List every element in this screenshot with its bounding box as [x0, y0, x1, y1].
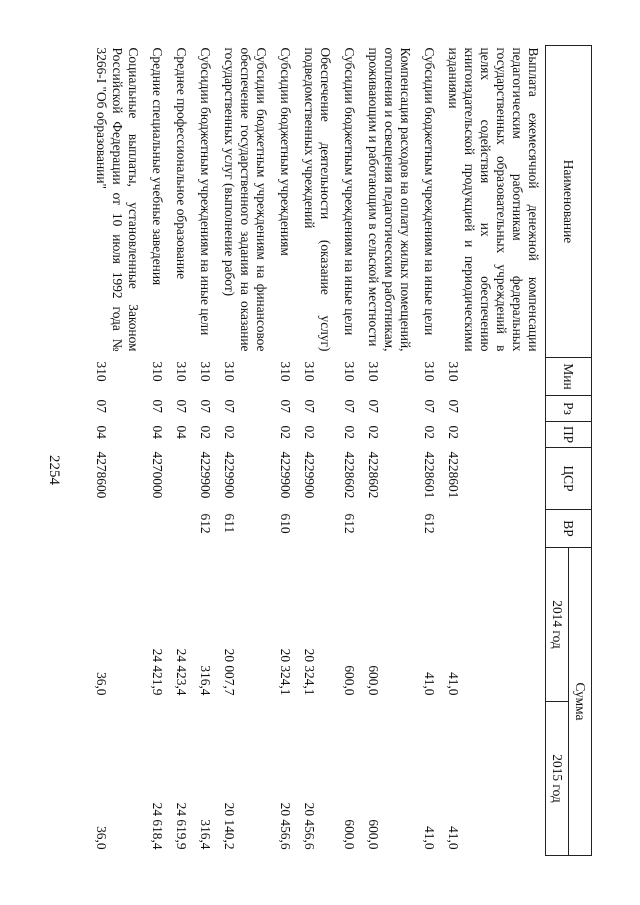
cell-vr: 612	[422, 513, 437, 534]
cell-vr: 612	[342, 513, 357, 534]
cell-rz: 07	[278, 399, 293, 413]
header-csr: ЦСР	[546, 448, 592, 510]
cell-vr	[361, 510, 417, 548]
cell-csr: 4229900	[278, 451, 293, 499]
cell-pr: 02	[278, 425, 293, 439]
cell-csr: 4278600	[94, 451, 109, 499]
cell-min: 310	[150, 361, 165, 382]
cell-pr: 02	[366, 425, 381, 439]
table-row	[337, 46, 361, 856]
table-body	[89, 46, 546, 856]
cell-pr: 04	[150, 425, 165, 439]
cell-sum-2015: 36,0	[94, 826, 109, 850]
cell-sum-2014: 41,0	[446, 672, 461, 696]
cell-pr: 02	[422, 425, 437, 439]
cell-vr	[297, 510, 337, 548]
cell-pr: 02	[198, 425, 213, 439]
table-row	[273, 46, 297, 856]
cell-vr	[441, 510, 546, 548]
cell-min: 310	[94, 361, 109, 382]
table-row	[217, 46, 273, 856]
cell-name: Субсидии бюджетным учреждениям на иные цели	[342, 47, 357, 336]
cell-name: Средние специальные учебные заведения	[150, 47, 165, 286]
table-row	[145, 46, 169, 856]
cell-name: Среднее профессиональное образование	[174, 47, 189, 280]
header-pr: ПР	[546, 422, 592, 448]
cell-name: Субсидии бюджетным учреждениям на финансовое обеспечение государственного задания на оказание государственных услуг (выполнение работ)	[222, 47, 269, 352]
cell-rz: 07	[446, 399, 461, 413]
cell-min: 310	[446, 361, 461, 382]
cell-name: Субсидии бюджетным учреждениям на иные цели	[422, 47, 437, 336]
cell-sum-2014: 600,0	[366, 665, 381, 696]
cell-rz: 07	[174, 399, 189, 413]
cell-min: 310	[198, 361, 213, 382]
cell-vr	[89, 510, 145, 548]
cell-pr: 04	[174, 425, 189, 439]
header-name: Наименование	[546, 46, 592, 358]
table-row	[89, 46, 145, 856]
table-row	[417, 46, 441, 856]
cell-csr: 4228602	[342, 451, 357, 499]
cell-vr	[169, 510, 193, 548]
rotated-page	[94, 45, 592, 877]
cell-min: 310	[174, 361, 189, 382]
cell-csr: 4229900	[198, 451, 213, 499]
cell-rz: 07	[422, 399, 437, 413]
table-row	[193, 46, 217, 856]
cell-sum-2014: 316,4	[198, 665, 213, 696]
cell-min: 310	[302, 361, 317, 382]
cell-sum-2015: 20 140,2	[222, 802, 237, 850]
cell-pr: 02	[342, 425, 357, 439]
cell-sum-2015: 24 619,9	[174, 802, 189, 850]
cell-name: Обеспечение деятельности (оказание услуг) подведомственных учреждений	[302, 47, 333, 352]
cell-sum-2015: 41,0	[422, 826, 437, 850]
header-year-2015: 2015 год	[546, 702, 569, 856]
cell-vr	[145, 510, 169, 548]
cell-min: 310	[366, 361, 381, 382]
header-year-2014: 2014 год	[546, 548, 569, 702]
cell-csr	[169, 448, 193, 510]
cell-rz: 07	[198, 399, 213, 413]
cell-sum-2015: 600,0	[342, 819, 357, 850]
cell-sum-2014: 24 421,9	[150, 648, 165, 696]
cell-sum-2015: 20 456,6	[302, 802, 317, 850]
cell-csr: 4228601	[422, 451, 437, 499]
cell-sum-2014: 20 324,1	[278, 648, 293, 696]
cell-name: Компенсация расходов на оплату жилых помещений, отопления и освещения педагогическим работникам, проживающим и работающим в сельской местности	[366, 47, 413, 352]
cell-sum-2014: 36,0	[94, 672, 109, 696]
header-min: Мин	[546, 358, 592, 396]
cell-sum-2015: 316,4	[198, 819, 213, 850]
cell-sum-2014: 600,0	[342, 665, 357, 696]
cell-csr: 4228602	[366, 451, 381, 499]
cell-sum-2014: 41,0	[422, 672, 437, 696]
cell-rz: 07	[222, 399, 237, 413]
table-row	[169, 46, 193, 856]
cell-sum-2014: 20 324,1	[302, 648, 317, 696]
table-header	[546, 46, 592, 856]
cell-sum-2015: 41,0	[446, 826, 461, 850]
cell-pr: 02	[302, 425, 317, 439]
cell-pr: 02	[222, 425, 237, 439]
cell-sum-2015: 24 618,4	[150, 802, 165, 850]
cell-sum-2015: 20 456,6	[278, 802, 293, 850]
cell-min: 310	[342, 361, 357, 382]
cell-name: Субсидии бюджетным учреждениям на иные цели	[198, 47, 213, 336]
cell-rz: 07	[342, 399, 357, 413]
cell-csr: 4229900	[302, 451, 317, 499]
cell-pr: 02	[446, 425, 461, 439]
budget-table	[89, 45, 592, 856]
cell-sum-2014: 20 007,7	[222, 648, 237, 696]
cell-name: Выплата ежемесячной денежной компенсации педагогическим работникам федеральных государственных образовательных учреждений в целях содействия их обеспечению книгоиздательской продукцией и периодическими изданиями	[446, 47, 541, 352]
cell-vr: 612	[198, 513, 213, 534]
table-row	[297, 46, 337, 856]
cell-vr: 610	[278, 513, 293, 534]
cell-sum-2015: 600,0	[366, 819, 381, 850]
cell-csr: 4228601	[446, 451, 461, 499]
cell-name: Субсидии бюджетным учреждениям	[278, 47, 293, 256]
cell-csr: 4270000	[150, 451, 165, 499]
header-rz: Рз	[546, 396, 592, 422]
cell-min: 310	[422, 361, 437, 382]
table-row	[441, 46, 546, 856]
cell-rz: 07	[94, 399, 109, 413]
cell-min: 310	[278, 361, 293, 382]
cell-pr: 04	[94, 425, 109, 439]
cell-sum-2014: 24 423,4	[174, 648, 189, 696]
header-sum: Сумма	[569, 548, 592, 856]
cell-rz: 07	[150, 399, 165, 413]
cell-vr: 611	[222, 513, 237, 534]
page-number: 2254	[46, 455, 62, 485]
cell-rz: 07	[366, 399, 381, 413]
table-row	[361, 46, 417, 856]
cell-csr: 4229900	[222, 451, 237, 499]
cell-min: 310	[222, 361, 237, 382]
header-vr: ВР	[546, 510, 592, 548]
cell-rz: 07	[302, 399, 317, 413]
cell-name: Социальные выплаты, установленные Законом Российской Федерации от 10 июля 1992 года № 3266-I "Об образовании"	[94, 47, 141, 352]
